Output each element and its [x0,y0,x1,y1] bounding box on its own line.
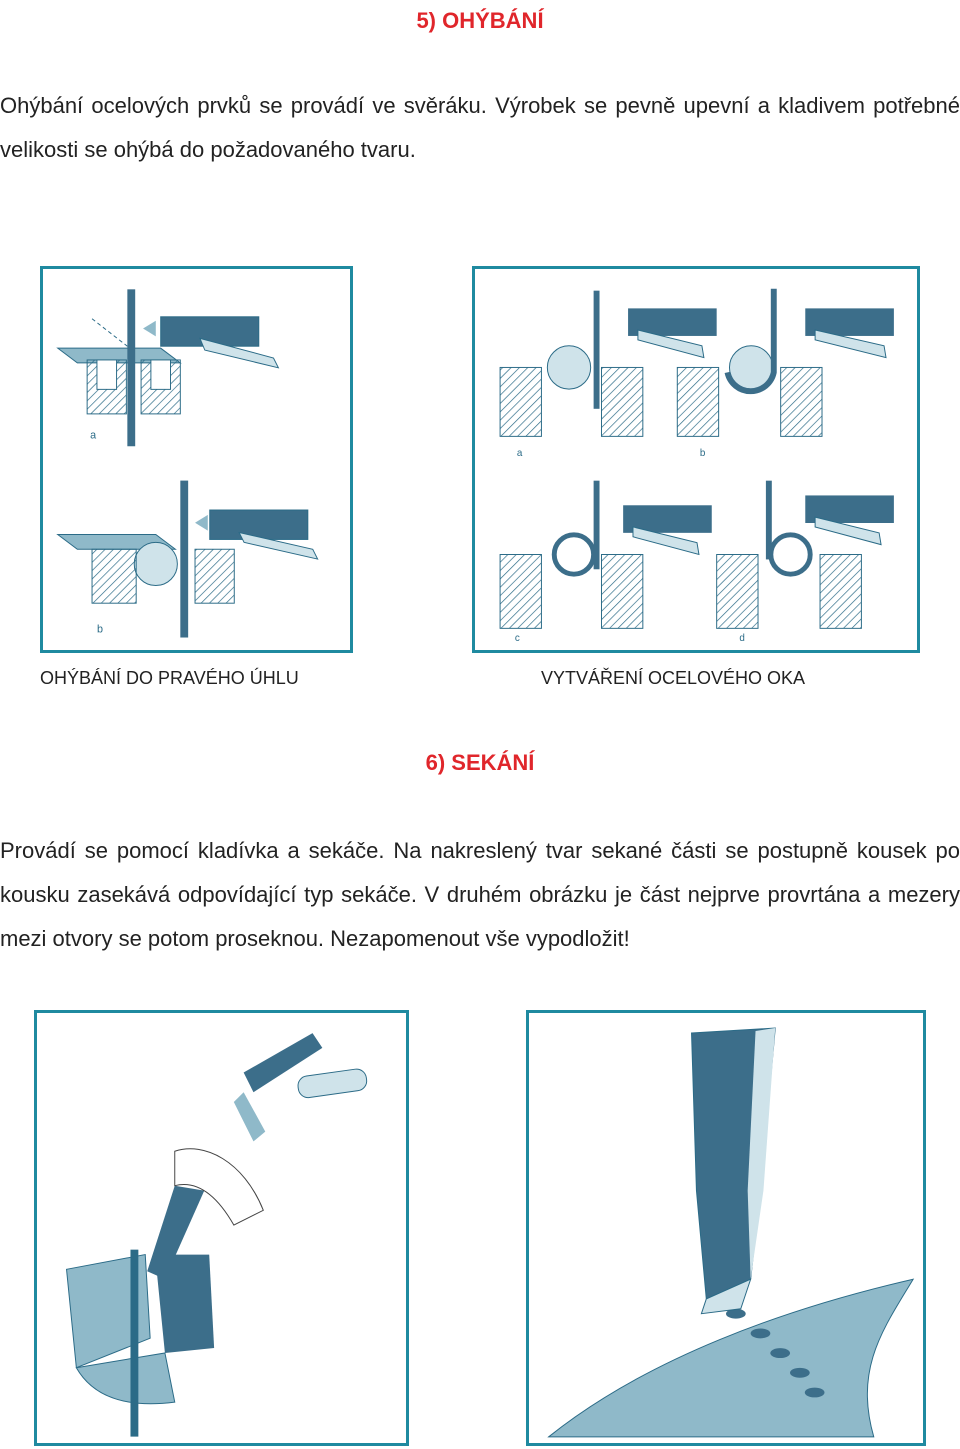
section-6-paragraph: Provádí se pomocí kladívka a sekáče. Na nakreslený tvar sekané části se postupně kousek po kousku zasekává odpovídající typ sekáče. V druhém obrázku je část nejprve provrtána a mezery mezi otvory se potom proseknou. Nezapomenout vše vypodložit! [0,838,960,951]
hammer [234,1033,368,1141]
eye-letter-c: c [514,633,520,645]
caption-steel-eye: VYTVÁŘENÍ OCELOVÉHO OKA [541,668,806,688]
figure-letter-b: b [96,623,103,636]
chiseling-vise-illustration [37,1013,406,1443]
eye-letter-d: d [739,633,745,645]
vise-b [58,481,318,638]
vise-jaws [67,1250,215,1437]
chiseling-plate-illustration [529,1013,923,1443]
vise-a [58,289,279,446]
eye-step-c [500,481,712,629]
steel-eye-illustration [475,269,917,650]
figure-letter-a: a [90,429,97,442]
section-5-heading: 5) OHÝBÁNÍ [416,8,544,33]
bending-right-angle-illustration [43,269,350,650]
section-5-paragraph: Ohýbání ocelových prvků se provádí ve svěráku. Výrobek se pevně upevní a kladivem potřebné velikosti se ohýbá do požadovaného tvaru. [0,93,960,162]
steel-eye-figure [472,266,920,653]
caption-right-angle-bending: OHÝBÁNÍ DO PRAVÉHO ÚHLU [40,668,299,688]
eye-letter-a: a [516,448,523,460]
chiseling-plate-figure [526,1010,926,1446]
section-6-heading: 6) SEKÁNÍ [425,750,535,775]
eye-letter-b: b [699,448,706,460]
eye-step-d [717,481,894,629]
chiseling-vise-figure [34,1010,409,1446]
flat-chisel [692,1028,776,1314]
bending-right-angle-figure [40,266,353,653]
